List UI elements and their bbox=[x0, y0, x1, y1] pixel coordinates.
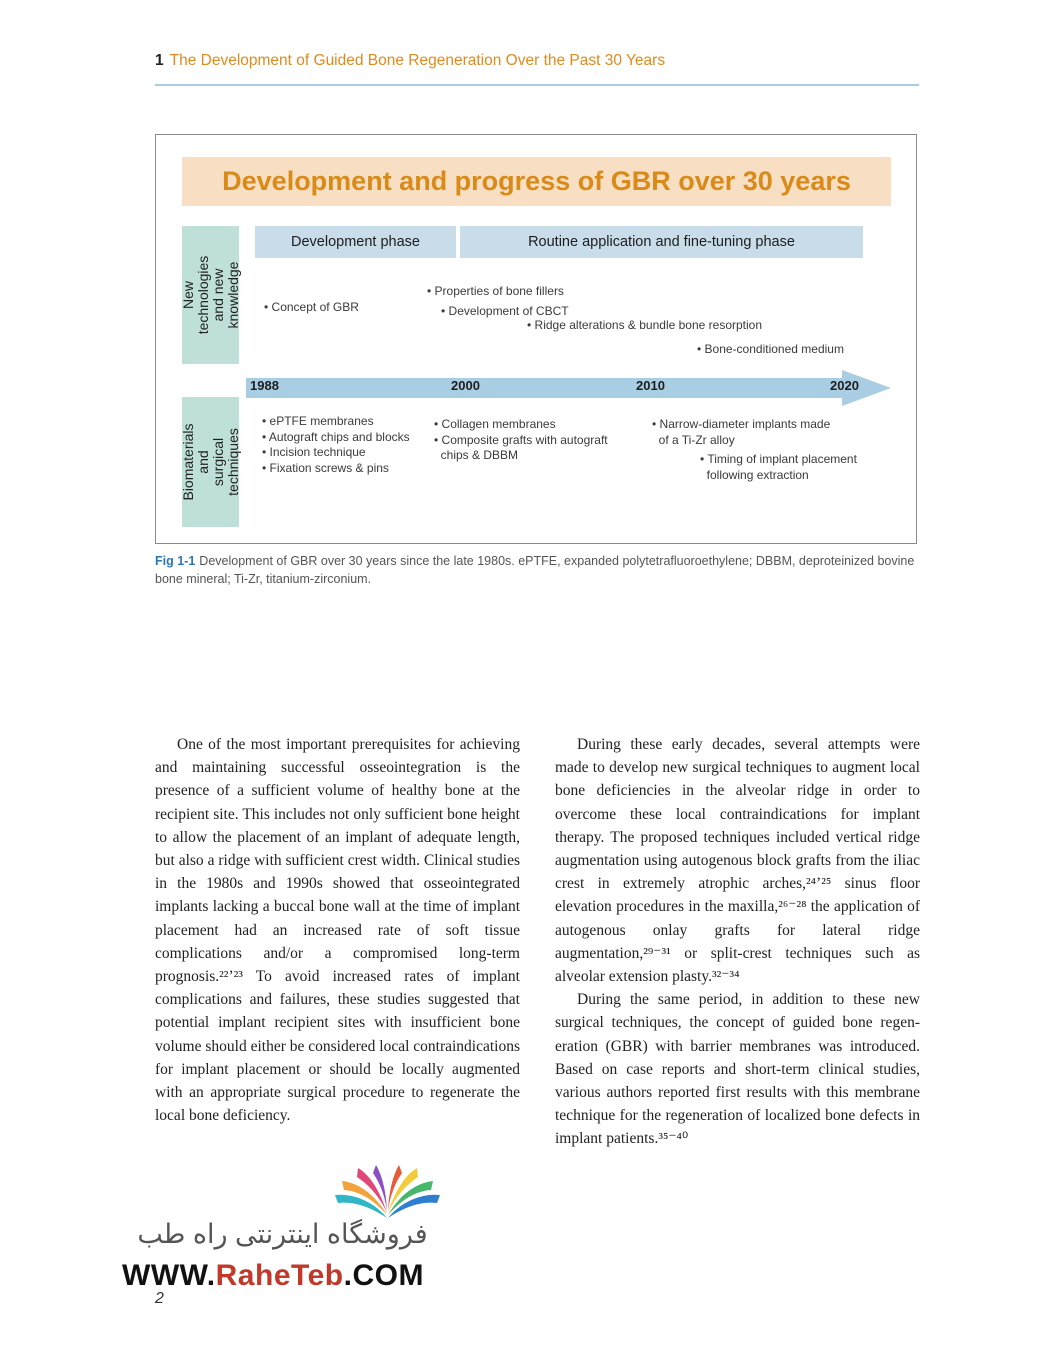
watermark-url-accent: RaheTeb bbox=[215, 1259, 344, 1292]
watermark-url-suffix: .COM bbox=[343, 1259, 424, 1292]
row-label-biomaterials-text bbox=[181, 423, 241, 500]
body-column-left bbox=[155, 733, 520, 1127]
note-ridge-alterations: • Ridge alterations & bundle bone resorption bbox=[527, 318, 763, 332]
item-timing: • Timing of implant placement bbox=[700, 452, 857, 466]
biomaterial-group-timing bbox=[700, 452, 857, 483]
figure-title: Development and progress of GBR over 30 years bbox=[222, 166, 851, 196]
phase-development: Development phase bbox=[255, 226, 456, 258]
page-number: 2 bbox=[155, 1290, 164, 1307]
year-1988: 1988 bbox=[250, 378, 279, 393]
year-2000: 2000 bbox=[451, 378, 480, 393]
watermark-url-prefix: WWW. bbox=[122, 1259, 216, 1292]
item-incision: • Incision technique bbox=[262, 445, 366, 459]
watermark-persian-text: فروشگاه اینترنتی راه طب bbox=[137, 1219, 428, 1249]
row-label-biomaterials bbox=[179, 397, 241, 527]
note-bone-conditioned: • Bone-conditioned medium bbox=[697, 342, 844, 356]
item-composite-cont: chips & DBBM bbox=[434, 448, 519, 462]
chapter-number: 1 bbox=[155, 52, 164, 69]
item-autograft: • Autograft chips and blocks bbox=[262, 429, 410, 444]
item-collagen: • Collagen membranes bbox=[434, 417, 556, 431]
caption-text: Development of GBR over 30 years since the late 1980s. ePTFE, expanded polytetrafluoroethylene; DBBM, deproteinized bovine bone mineral; Ti-Zr, titanium-zirconium. bbox=[155, 554, 915, 586]
watermark-url bbox=[122, 1259, 424, 1293]
note-concept-gbr: • Concept of GBR bbox=[264, 300, 359, 314]
row-label-knowledge-text bbox=[181, 256, 241, 335]
item-composite: • Composite grafts with autograft bbox=[434, 432, 608, 447]
body-paragraph: During these early decades, several attempts were made to develop new surgical techniques to augment local bone deficiencies in the alveolar ridge in order to overcome these local contraindications for implant therapy. The proposed techniques included vertical ridge augmentation using autogenous block grafts from the iliac crest in extremely atrophic arches,²⁴ʼ²⁵ sinus floor elevation procedures in the maxilla,²⁶⁻²⁸ the application of autogenous onlay grafts for lateral ridge augmentation,²⁹⁻³¹ or split-crest techniques such as alveolar extension plasty.³²⁻³⁴ bbox=[555, 736, 920, 986]
biomaterial-group-2010 bbox=[652, 417, 830, 448]
item-narrow-implants-cont: of a Ti-Zr alloy bbox=[652, 432, 735, 447]
body-column-right bbox=[555, 733, 920, 1151]
biomaterial-group-1988 bbox=[262, 414, 410, 476]
item-narrow-implants: • Narrow-diameter implants made bbox=[652, 417, 831, 431]
phase-routine: Routine application and fine-tuning phase bbox=[460, 226, 863, 258]
year-2010: 2010 bbox=[636, 378, 665, 393]
header-rule bbox=[155, 84, 919, 86]
caption-label: Fig 1-1 bbox=[155, 554, 196, 568]
body-paragraph: During the same period, in addition to these new surgical techniques, the concept of guided bone regeneration (GBR) with barrier membranes was introduced. Based on case reports and short-term clinical studies, various authors reported first results with this membrane technique for the regeneration of localized bone defects in implant patients.³⁵⁻⁴⁰ bbox=[555, 991, 920, 1148]
row-label-knowledge bbox=[179, 226, 241, 364]
item-fixation: • Fixation screws & pins bbox=[262, 460, 389, 475]
open-book-logo-icon bbox=[330, 1163, 445, 1223]
chapter-title: The Development of Guided Bone Regeneration Over the Past 30 Years bbox=[169, 52, 666, 69]
row-label-biomaterials-bind: Biomaterials and surgical techniques bbox=[179, 423, 241, 501]
note-cbct: • Development of CBCT bbox=[441, 304, 569, 318]
note-bone-fillers: • Properties of bone fillers bbox=[427, 284, 564, 298]
biomaterial-group-2000 bbox=[434, 417, 608, 464]
timeline-arrow bbox=[246, 369, 892, 407]
figure-caption bbox=[155, 552, 919, 588]
body-paragraph: One of the most important prerequisites for achieving and maintaining successful osseointegration is the presence of a sufficient volume of healthy bone at the recipient site. This includes not only sufficient bone height to allow the placement of an implant of adequate length, but also a ridge with sufficient crest width. Clinical studies in the 1980s and 1990s showed that osseointegrated implants lacking a buccal bone wall at the time of implant placement had an increased rate of soft tissue complications and/or a compromised long-term prognosis.²²ʼ²³ To avoid increased rates of implant complications and failures, these studies suggested that potential implant recipient sites with insufficient bone volume should either be considered local contraindications for implant placement or should be locally augmented with an appropriate surgical procedure to regenerate the local bone deficiency. bbox=[155, 736, 520, 1125]
year-2020: 2020 bbox=[830, 378, 859, 393]
running-head bbox=[155, 52, 665, 70]
row-label-knowledge-bind: New technologies and new knowledge bbox=[179, 255, 241, 335]
item-timing-cont: following extraction bbox=[700, 467, 809, 482]
item-eptfe: • ePTFE membranes bbox=[262, 414, 374, 428]
